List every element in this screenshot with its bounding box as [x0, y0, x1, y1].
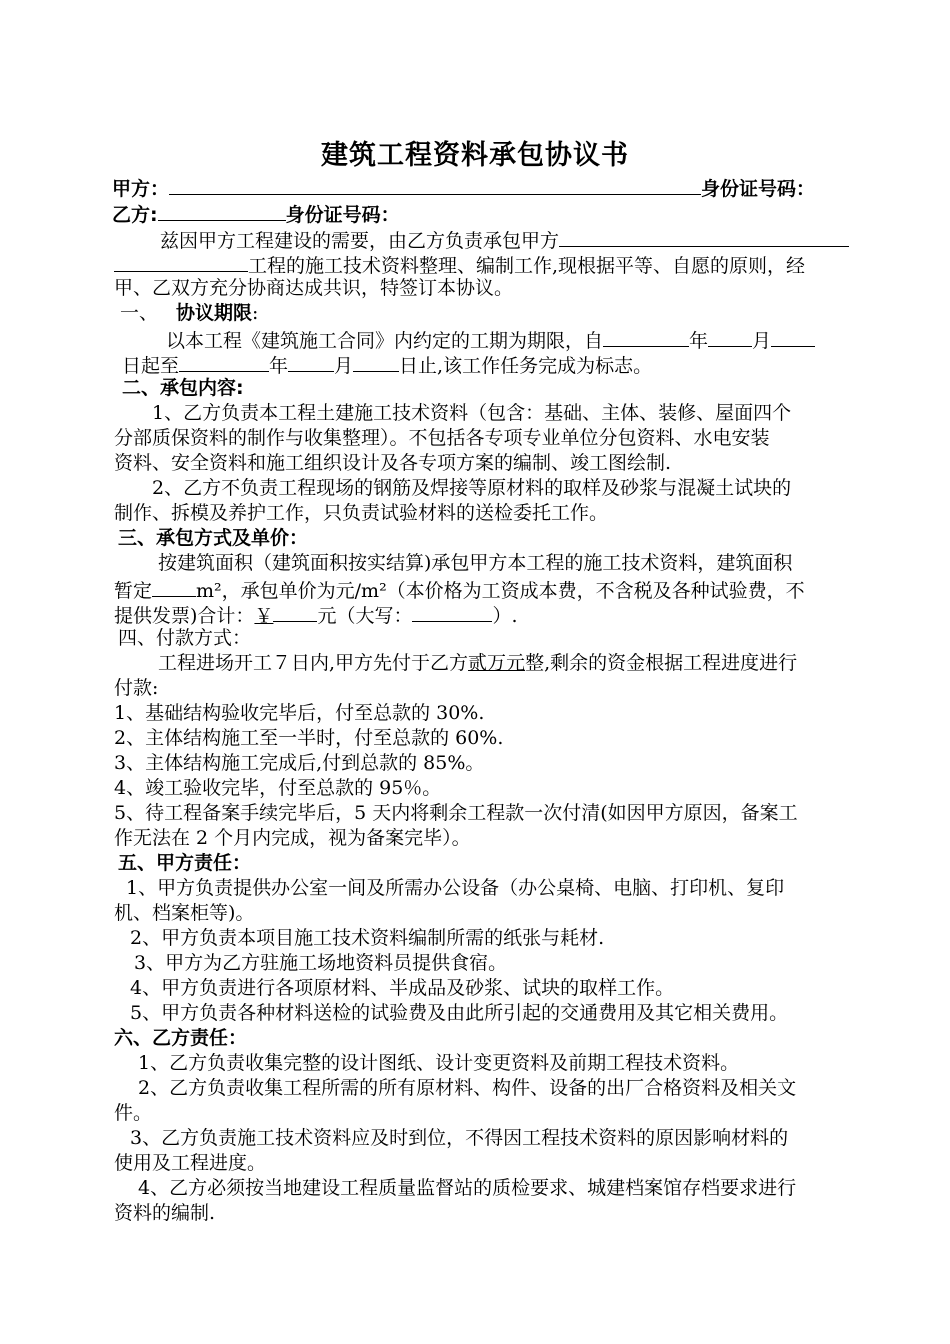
content-2-line-1: 2、乙方不负责工程现场的钢筋及焊接等原材料的取样及砂浆与混凝土试块的 [152, 477, 792, 499]
total-amount-blank[interactable] [273, 601, 317, 622]
payment-text-1b: 整,剩余的资金根据工程进度进行 [525, 652, 798, 674]
end-month-unit: 月 [334, 355, 354, 377]
party-b-duty-3-line-1: 3、乙方负责施工技术资料应及时到位，不得因工程技术资料的原因影响材料的 [130, 1127, 789, 1149]
party-a-line [112, 174, 912, 199]
intro-text-2: 工程的施工技术资料整理、编制工作,现根据平等、自愿的原则，经 [248, 255, 806, 277]
start-year-unit: 年 [689, 330, 709, 352]
payment-item-5-line-2: 作无法在 2 个月内完成，视为备案完毕）。 [114, 827, 471, 849]
section-3-heading: 三、承包方式及单价： [118, 527, 309, 549]
party-b-label: 乙方: [112, 204, 158, 226]
content-1-line-1: 1、乙方负责本工程土建施工技术资料（包含：基础、主体、装修、屋面四个 [152, 402, 792, 424]
section-1-number: 一、 [120, 302, 159, 324]
content-2-line-2: 制作、拆模及养护工作，只负责试验材料的送检委托工作。 [114, 502, 609, 524]
payment-item-2: 2、主体结构施工至一半时，付至总款的 60%. [114, 727, 504, 749]
intro-line-2 [114, 251, 914, 276]
party-a-duty-2: 2、甲方负责本项目施工技术资料编制所需的纸张与耗材. [130, 927, 605, 949]
payment-item-5-line-1: 5、待工程备案手续完毕后，5 天内将剩余工程款一次付清(如因甲方原因，备案工 [114, 802, 798, 824]
party-b-duty-1: 1、乙方负责收集完整的设计图纸、设计变更资料及前期工程技术资料。 [138, 1052, 740, 1074]
payment-line-2: 付款: [114, 677, 159, 699]
payment-item-3: 3、主体结构施工完成后,付到总款的 85%。 [114, 752, 485, 774]
party-b-duty-2-line-1: 2、乙方负责收集工程所需的所有原材料、构件、设备的出厂合格资料及相关文 [138, 1077, 797, 1099]
party-b-line [112, 200, 912, 225]
pricing-total-label: 提供发票)合计： [114, 605, 255, 627]
party-a-duty-1-line-2: 机、档案柜等)。 [114, 902, 255, 924]
intro-text-1: 兹因甲方工程建设的需要，由乙方负责承包甲方 [160, 230, 560, 252]
party-a-id-label: 身份证号码： [701, 178, 816, 200]
section-1-title: 协议期限 [176, 302, 253, 324]
party-b-duty-4-line-1: 4、乙方必须按当地建设工程质量监督站的质检要求、城建档案馆存档要求进行 [138, 1177, 797, 1199]
party-a-blank[interactable] [169, 174, 701, 195]
party-a-duty-4: 4、甲方负责进行各项原材料、半成品及砂浆、试块的取样工作。 [130, 977, 675, 999]
section-5-heading: 五、甲方责任： [118, 852, 252, 874]
end-year-blank[interactable] [179, 351, 269, 372]
content-1-line-3: 资料、安全资料和施工组织设计及各专项方案的编制、竣工图绘制. [114, 452, 672, 474]
start-month-unit: 月 [752, 330, 772, 352]
area-blank[interactable] [152, 576, 196, 597]
end-year-unit: 年 [269, 355, 289, 377]
party-b-duty-4-line-2: 资料的编制. [114, 1202, 216, 1224]
start-year-blank[interactable] [603, 326, 689, 347]
section-1-colon: : [252, 302, 259, 324]
term-text-3: 日止,该工作任务完成为标志。 [399, 355, 653, 377]
start-month-blank[interactable] [708, 326, 752, 347]
pricing-closing: ）. [492, 605, 518, 627]
content-1-line-2: 分部质保资料的制作与收集整理）。不包括各专项专业单位分包资料、水电安装 [114, 427, 770, 449]
party-a-duty-1-line-1: 1、甲方负责提供办公室一间及所需办公设备（办公桌椅、电脑、打印机、复印 [126, 877, 785, 899]
intro-line-1 [160, 226, 920, 251]
pricing-line-2 [114, 576, 914, 601]
party-b-duty-3-line-2: 使用及工程进度。 [114, 1152, 267, 1174]
payment-line-1 [158, 651, 950, 676]
pricing-text-2a: 暂定 [114, 580, 153, 602]
payment-item-4: 4、竣工验收完毕，付至总款的 95％。 [114, 777, 442, 799]
section-2-heading: 二、承包内容: [122, 377, 244, 399]
advance-amount: 贰万元 [468, 652, 526, 674]
capital-amount-blank[interactable] [412, 601, 492, 622]
party-a-label: 甲方： [112, 178, 170, 200]
project-name-blank-2[interactable] [114, 251, 248, 272]
yen-symbol: ￥ [254, 605, 274, 627]
pricing-text-2b: m²，承包单价为元/m²（本价格为工资成本费，不含税及各种试验费，不 [196, 580, 805, 602]
party-b-id-label: 身份证号码： [285, 204, 400, 226]
payment-item-1: 1、基础结构验收完毕后，付至总款的 30%. [114, 702, 485, 724]
intro-line-3: 甲、乙双方充分协商达成共识，特签订本协议。 [114, 277, 514, 299]
pricing-capital-label: 元（大写： [317, 605, 413, 627]
term-line-2 [122, 351, 922, 376]
pricing-line-1: 按建筑面积（建筑面积按实结算)承包甲方本工程的施工技术资料，建筑面积 [158, 552, 793, 574]
term-text-2: 日起至 [122, 355, 180, 377]
project-name-blank[interactable] [559, 226, 849, 247]
section-6-heading: 六、乙方责任： [114, 1027, 248, 1049]
party-b-duty-2-line-2: 件。 [114, 1102, 153, 1124]
pricing-line-3 [114, 601, 914, 626]
payment-text-1a: 工程进场开工７日内,甲方先付于乙方 [158, 652, 469, 674]
section-1-heading [120, 301, 920, 326]
document-title: 建筑工程资料承包协议书 [321, 140, 629, 171]
start-day-blank[interactable] [771, 326, 815, 347]
end-month-blank[interactable] [288, 351, 334, 372]
end-day-blank[interactable] [353, 351, 399, 372]
term-line-1 [166, 326, 916, 351]
section-4-heading: 四、付款方式： [118, 627, 252, 649]
party-a-duty-3: 3、甲方为乙方驻施工场地资料员提供食宿。 [134, 952, 508, 974]
term-text-1: 以本工程《建筑施工合同》内约定的工期为期限，自 [166, 330, 604, 352]
party-b-blank[interactable] [158, 200, 286, 221]
party-a-duty-5: 5、甲方负责各种材料送检的试验费及由此所引起的交通费用及其它相关费用。 [130, 1002, 789, 1024]
